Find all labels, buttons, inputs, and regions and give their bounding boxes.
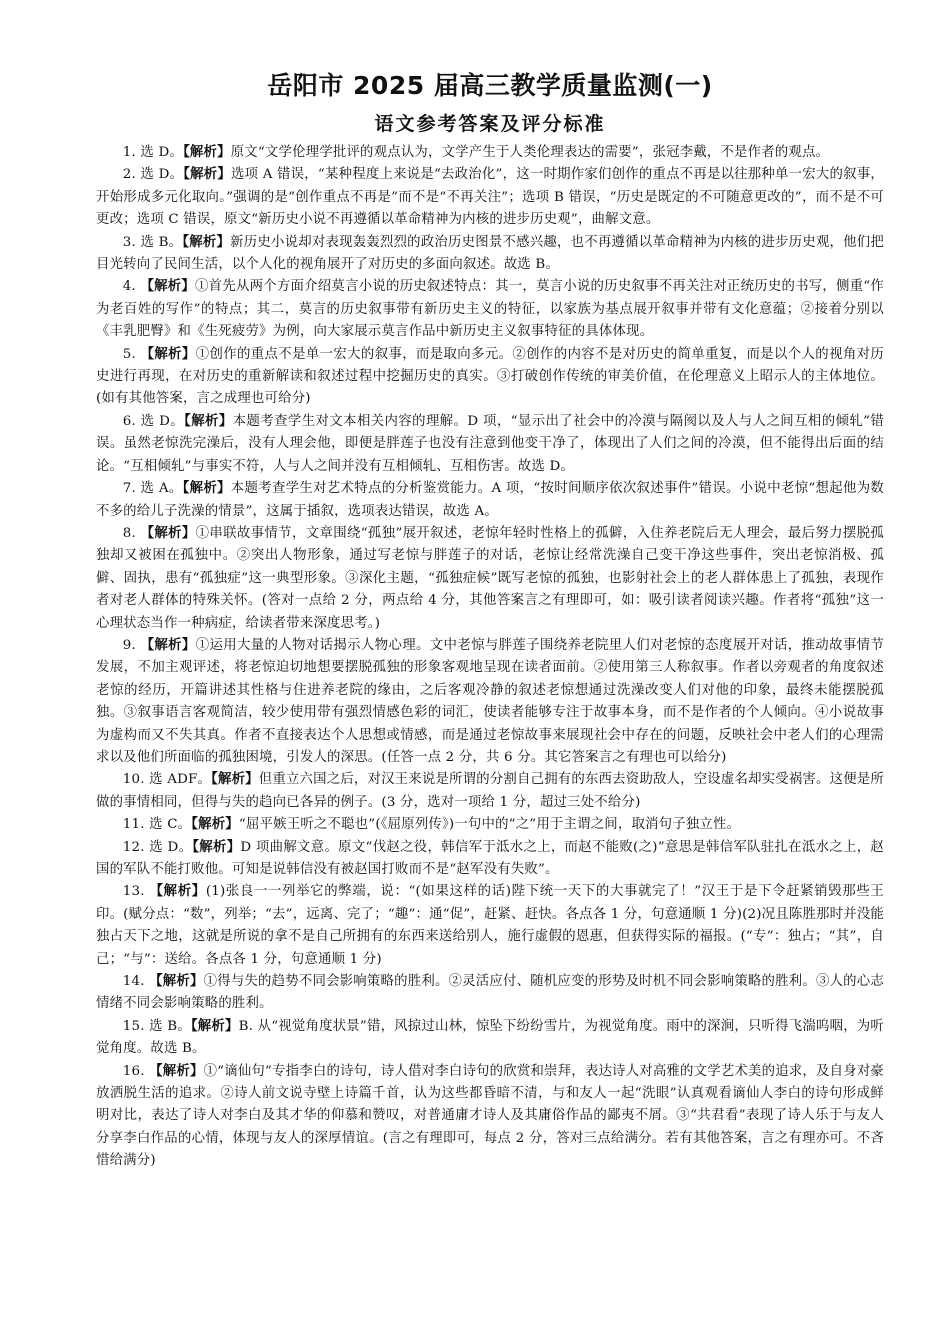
answer-item bbox=[96, 769, 884, 814]
answer-lead: 3. 选 B。 bbox=[122, 234, 183, 250]
answer-lead: 4. bbox=[122, 279, 141, 295]
answer-lead: 5. bbox=[122, 346, 141, 362]
answer-text: “屈平嫉王听之不聪也”(《屈原列传》)一句中的“之”用于主谓之间，取消句子独立性。 bbox=[238, 817, 741, 833]
answer-lead: 1. 选 D。 bbox=[122, 145, 184, 160]
answer-item bbox=[96, 344, 884, 411]
answer-item bbox=[96, 276, 884, 343]
answer-text: 新历史小说却对表现轰轰烈烈的政治历史图景不感兴趣，也不再遵循以革命精神为内核的进步历史观，他们把目光转向了民间生活，以个人化的视角展开了对历史的多面向叙述。故选 B。 bbox=[96, 234, 884, 273]
answer-item bbox=[96, 164, 884, 231]
analysis-tag: 【解析】 bbox=[192, 839, 241, 855]
answer-text: B. 从“视觉角度状景”错，风掠过山林，惊坠下纷纷雪片，为视觉角度。雨中的深涧，只听得飞湍呜咽，为听觉角度。故选 B。 bbox=[96, 1018, 884, 1057]
answer-lead: 2. 选 D。 bbox=[122, 167, 184, 183]
analysis-tag: 【解析】 bbox=[190, 1018, 239, 1034]
answer-lead: 7. 选 A。 bbox=[122, 481, 183, 497]
document-title: 岳阳市 2025 届高三教学质量监测(一) bbox=[267, 71, 713, 100]
answer-text: ①“谪仙句”专指李白的诗句，诗人借对李白诗句的欣赏和崇拜，表达诗人对高雅的文学艺术美的追求，及自身对豪放洒脱生活的追求。②诗人前文说寺壁上诗篇千首，认为这些都昏暗不清，与和友人一起“洗眼”认真观看谪仙人李白的诗句形成鲜明对比，表达了诗人对李白及其才华的仰慕和赞叹，对普通庸才诗人及其庸俗作品的鄙夷不屑。③“共君看”表现了诗人乐于与友人分享李白作品的心情，体现与友人的深厚情谊。(言之有理即可，每点 2 分，答对三点给满分。若有其他答案，言之有理亦可。不吝惜给满分) bbox=[96, 1063, 885, 1169]
analysis-tag: 【解析】 bbox=[191, 817, 239, 833]
analysis-tag: 【解析】 bbox=[140, 525, 196, 541]
answer-lead: 11. 选 C。 bbox=[122, 817, 192, 833]
analysis-tag: 【解析】 bbox=[183, 145, 231, 160]
answer-lead: 13. bbox=[122, 884, 150, 900]
document-subtitle: 语文参考答案及评分标准 bbox=[374, 113, 606, 135]
answer-lead: 14. bbox=[122, 974, 150, 990]
answer-item bbox=[96, 1061, 884, 1173]
answer-item bbox=[96, 635, 884, 769]
answer-item bbox=[96, 814, 884, 836]
answer-text: ①首先从两个方面介绍莫言小说的历史叙述特点：其一，莫言小说的历史叙事不再关注对正统历史的书写，侧重“作为老百姓的写作”的特点；其二，莫言的历史叙事带有新历史主义的特征，以家族为基点展开叙事并带有文化意蕴；②接着分别以《丰乳肥臀》和《生死疲劳》为例，向大家展示莫言作品中新历史主义叙事特征的具体体现。 bbox=[96, 279, 884, 340]
answer-text: 选项 A 错误，“某种程度上来说是“去政治化”，这一时期作家们创作的重点不再是以往那种单一宏大的叙事，开始形成多元化取向。”强调的是“创作重点不再是”而不是“不再关注”；选项 B 错误，“历史是既定的不可随意更改的”，而不是不可更改；选项 C 错误，原文“新历史小说不再遵循以革命精神为内核的进步历史观”，曲解文意。 bbox=[96, 167, 884, 228]
answer-lead: 6. 选 D。 bbox=[122, 413, 185, 429]
answer-text: 但重立六国之后，对汉王来说是所谓的分割自己拥有的东西去资助敌人，空设虚名却实受祸害。这便是所做的事情相同，但得与失的趋向已各异的例子。(3 分，选对一项给 1 分，超过三处不给分) bbox=[96, 772, 884, 810]
answer-lead: 10. 选 ADF。 bbox=[122, 772, 212, 788]
answer-text: 本题考查学生对艺术特点的分析鉴赏能力。A 项，“按时间顺序依次叙述事件”错误。小说中老惊“想起他为数不多的给儿子洗澡的情景”，这属于插叙，选项表达错误，故选 A。 bbox=[96, 481, 885, 519]
analysis-tag: 【解析】 bbox=[149, 974, 204, 990]
answer-text: 本题考查学生对文本相关内容的理解。D 项，“显示出了社会中的冷漠与隔阂以及人与人之间互相的倾轧”错误。虽然老惊洗完澡后，没有人理会他，即便是胖莲子也没有注意到他变干净了，体现出了人们之间的冷漠，但不能得出后面的结论。“互相倾轧”与事实不符，人与人之间并没有互相倾轧、互相伤害。故选 D。 bbox=[96, 413, 884, 474]
answer-item bbox=[96, 1016, 884, 1061]
answer-lead: 9. bbox=[122, 637, 141, 653]
analysis-tag: 【解析】 bbox=[149, 1063, 204, 1079]
answer-list bbox=[96, 142, 884, 1173]
answer-text: 原文“文学伦理学批评的观点认为，文学产生于人类伦理表达的需要”，张冠李戴，不是作者的观点。 bbox=[230, 145, 830, 160]
answer-item bbox=[96, 142, 884, 164]
answer-text: ①得与失的趋势不同会影响策略的胜利。②灵活应付、随机应变的形势及时机不同会影响策略的胜利。③人的心志情绪不同会影响策略的胜利。 bbox=[96, 974, 884, 1012]
answer-text: ①运用大量的人物对话揭示人物心理。文中老惊与胖莲子围绕养老院里人们对老惊的态度展开对话，推动故事情节发展，不加主观评述，将老惊迫切地想要摆脱孤独的形象客观地呈现在读者面前。②使用第三人称叙事。作者以旁观者的角度叙述老惊的经历，开篇讲述其性格与住进养老院的缘由，之后客观冷静的叙述老惊想通过洗澡改变人们对他的印象，最终未能摆脱孤独。③叙事语言客观简洁，较少使用带有强烈情感色彩的词汇，使读者能够专注于故事本身，而不是作者的个人倾向。④小说故事为虚构而又不失其真。作者不直接表达个人思想或情感，而是通过老惊故事来展现社会中存在的问题，反映社会中老人们的心理需求以及他们所面临的孤独困境，引发人的深思。(任答一点 2 分，共 6 分。其它答案言之有理也可以给分) bbox=[96, 637, 884, 765]
answer-text: (1)张良一一列举它的弊端，说：“(如果这样的话)陛下统一天下的大事就完了！”汉王于是下令赶紧销毁那些王印。(赋分点：“数”，列举；“去”，远离、完了；“趣”：通“促”，赶紧、赶快。各点各 1 分，句意通顺 1 分)(2)况且陈胜那时并没能独占天下之地，这就是所说的拿不是自己所拥有的东西来送给别人，施行虚假的恩惠，但获得实际的福报。(“专”：独占；“其”，自己；“与”：送给。各点各 1 分，句意通顺 1 分) bbox=[96, 884, 884, 967]
analysis-tag: 【解析】 bbox=[183, 167, 231, 183]
answer-lead: 15. 选 B。 bbox=[122, 1018, 191, 1034]
answer-text: ①串联故事情节，文章围绕“孤独”展开叙述，老惊年轻时性格上的孤僻，入住养老院后无人理会，最后努力摆脱孤独却又被困在孤独中。②突出人物形象，通过写老惊与胖莲子的对话，老惊让经常洗澡自己变干净这些事件，突出老惊消极、孤僻、固执，患有“孤独症”这一典型形象。③深化主题，“孤独症候”既写老惊的孤独，也影射社会上的老人群体患上了孤独，表现作者对老人群体的特殊关怀。(答对一点给 2 分，两点给 4 分，其他答案言之有理即可，如：吸引读者阅读兴趣。作者将“孤独”这一心理状态当作一种病症，给读者带来深度思考。) bbox=[96, 525, 884, 631]
answer-item bbox=[96, 971, 884, 1016]
analysis-tag: 【解析】 bbox=[140, 637, 196, 653]
answer-lead: 16. bbox=[122, 1063, 150, 1079]
analysis-tag: 【解析】 bbox=[211, 772, 259, 788]
answer-item bbox=[96, 523, 884, 635]
answer-item bbox=[96, 232, 884, 277]
answer-item bbox=[96, 881, 884, 971]
analysis-tag: 【解析】 bbox=[149, 884, 206, 900]
answer-item bbox=[96, 411, 884, 478]
answer-text: ①创作的重点不是单一宏大的叙事，而是取向多元。②创作的内容不是对历史的简单重复，而是以个人的视角对历史进行再现，在对历史的重新解读和叙述过程中挖掘历史的真实。③打破创作传统的审美价值，在伦理意义上昭示人的主体地位。(如有其他答案，言之成理也可给分) bbox=[96, 346, 884, 407]
answer-lead: 12. 选 D。 bbox=[122, 839, 193, 855]
answer-item bbox=[96, 478, 884, 523]
analysis-tag: 【解析】 bbox=[182, 234, 231, 250]
analysis-tag: 【解析】 bbox=[140, 346, 196, 362]
analysis-tag: 【解析】 bbox=[182, 481, 231, 497]
analysis-tag: 【解析】 bbox=[184, 413, 233, 429]
answer-key-page bbox=[96, 68, 884, 1173]
analysis-tag: 【解析】 bbox=[140, 279, 196, 295]
answer-item bbox=[96, 837, 884, 882]
answer-text: D 项曲解文意。原文“伐赵之役，韩信军于泜水之上，而赵不能败(之)”意思是韩信军队驻扎在泜水之上，赵国的军队不能打败他。可知是说韩信没有被赵国打败而不是“赵军没有失败”。 bbox=[96, 839, 884, 877]
answer-lead: 8. bbox=[122, 525, 141, 541]
